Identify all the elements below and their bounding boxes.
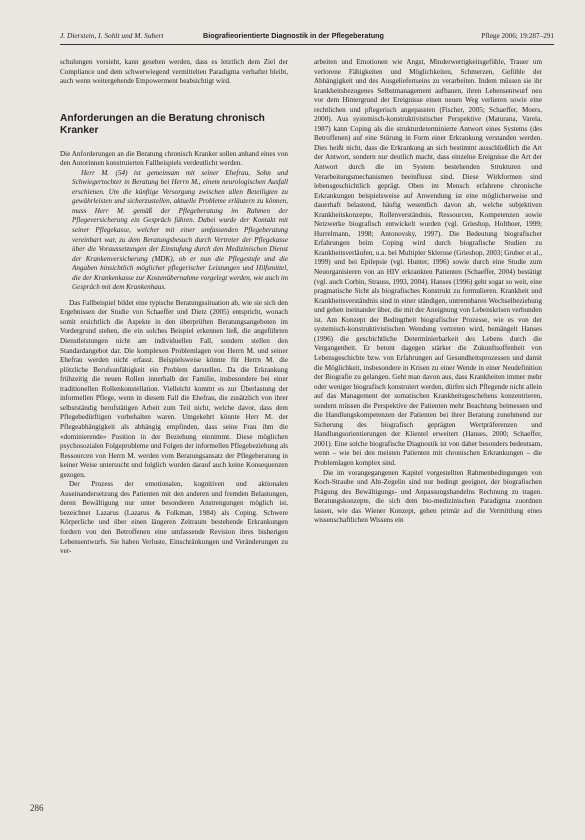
section-heading: Anforderungen an die Beratung chronisch Kranker (60, 112, 265, 136)
header-journal: Pflege 2006; 19:287–291 (481, 32, 554, 40)
paragraph: Die im vorangegangenen Kapitel vorgestellten Rahmenbedingungen von Koch-Straube und Abt-Zegelin sind nur bedingt geeignet, der biografischen Prägung des Bewältigungs- und Anpassungshandelns Rechnung zu tragen. Beratungskonzepte, die sich dem bio-medizinischen Paradigma zuordnen lassen, wie das Wiener Konzept, gehen primär auf die Vermittlung eines wissenschaftlichen Wissens ein (314, 468, 542, 525)
running-header (60, 30, 554, 45)
page-number: 286 (30, 803, 44, 813)
intro-paragraph: schulungen vorsieht, kann gesehen werden, dass es letztlich dem Ziel der Compliance und dem schwerwiegend vermittelten Paradigma verhaftet bleibt, auch wenn weitergehende Empowerment beabsichtigt wird. (60, 58, 288, 86)
left-column (60, 58, 288, 557)
right-column (314, 58, 542, 526)
paragraph: Der Prozess der emotionalen, kognitiven und aktionalen Auseinandersetzung des Patienten mit den anderen und fremden Belastungen, deren Bewältigung nur unter besonderen Anstrengungen möglich ist, bezeichnet Lazarus (Lazarus & Folkman, 1984) als Coping. Schwere Körperliche und über einen längeren Zeitraum bestehende Erkrankungen fordern von den Betroffenen eine umfassende Revision ihres bisherigen Lebensentwurfs. Sie haben Verluste, Einschränkungen und Veränderungen zu ver- (60, 480, 288, 556)
paragraph: Die Anforderungen an die Beratung chronisch Kranker sollen anhand eines von den Autorinnen konstruierten Fallbeispiels verdeutlicht werden. (60, 149, 288, 168)
paragraph: Das Fallbeispiel bildet eine typische Beratungssituation ab, wie sie sich den Ergebnissen der Studie von Schaeffer und Dietz (2005) entspricht, wonach somit ersichtlich die Aspekte in den überprüften Beratungsangeboten im Vordergrund stehen, die ein solches Beispiel erkennen ließ, die angeführten Dienstleistungen nicht am individuellen Fall, sondern stellen den Standardangebot dar. Die komplexen Problemlagen von Herrn M. und seiner Ehefrau werden nicht erfasst. Beispielsweise könnte für Herrn M. die plötzliche Berufsunfähigkeit ein Problem darstellen. Da die Erkrankung frühzeitig die neuen Rollen innerhalb der Familie, insbesondere bei einer traditionellen Rollenkonstellation. Vielleicht kommt es zur Überlastung der informellen Pflege, wenn in diesem Fall die Ehefrau, die zusätzlich von ihrer selbstständig berufstätigen Arbeit zum Teil nicht, welche davor, dass dem Pflegebedürftigen vorbehalten waren. Umgekehrt könnte Herr M. der Pflegeabhängigkeit als abhängig empfinden, dass seine Frau ihm die «dominierende» Position in der Beziehung einnimmt. Diese möglichen psychosozialen Folgeprobleme und Folgen der informellen Pflegebeziehung als Ressourcen von Herrn M. werden vom Beratungsansatz der Pflegeberatung in keiner Weise untersucht und folglich wurden darauf auch keine Konsequenzen gezogen. (60, 298, 288, 479)
paragraph: arbeiten und Emotionen wie Angst, Minderwertigkeitsgefühle, Trauer um verlorene Fähigkeiten und Möglichkeiten, Schmerzen, Gefühle der Abhängigkeit und des Ausgeliefertseins zu verarbeiten. Indem müssen sie ihr krankheitsbezogenes Selbstmanagement aufbauen, ihren Lebensentwurf neu vor dem Hintergrund der Ereignisse einen neuen Weg verlieren sowie eine rechtlichen und pflegerisch angepassten (Fischer, 2005; Schaeffer, Moers, 2000). Aus systemisch-konstruktivistischer Perspektive (Maturana, Varela, 1987) kann Coping als die strukturdeterminierte Antwort eines Systems (des Betroffenen) auf eine Störung in Form einer Erkrankung verstanden werden. Dies heißt nicht, dass die Erkrankung an sich bestimmt ausschließlich die Art der Antwort, sondern nur deutlich macht, dass einzelne Ereignisse die Art der Antwort durch die im System bestehenden Strukturen und Verarbeitungsmechanismen beeinflusst sind. Diese Wirkformen sind lebensgeschichtlich geprägt. Oben im Mensch erfahrene chronische Erkrankungen beispielsweise auf Anwendung ist eine möglicherweise und dauerhaft belastend, häufig wesentlich davon ab, welche subjektiven Krankheitskonzepte, Rollenverständnis, Ressourcen, Kompetenzen sowie Netzwerke biografisch entwickelt wurden (vgl. Grieshop, Holthoer, 1999; Hurrelmann, 1998; Antonovsky, 1997). Die Bedeutung biografischer Erfahrungen beim Coping wird durch biografische Studien zu Krankheitsverläufen, u.a. bei Multipler Sklerose (Grieshop, 2003; Gruber et al., 1999) und bei Epilepsie (vgl. Hunter, 1996) sowie durch eine Studie zum Neuorganisieren von an HIV erkrankten Patienten (Schaeffer, 2004) bestätigt (vgl. auch Corbin, Strauss, 1993, 2004). Hanses (1996) geht sogar so weit, eine pragmatische Sicht als biografisches Konstrukt zu formulieren. Krankheit und Krankheitsverständnis sind in einer ständigen, untrennbaren Wechselbeziehung und gehen ineinander über, die mit der Aneignung von Lebenskrisen verbunden ist. Am Konzept der Bedingtheit biografischer Prozesse, wie es von der systemisch-konstruktivistischen Wendung vertreten wird, bemängelt Hanses (1996) die geschichtliche Determinierbarkeit des Lebens durch die Vergangenheit. Er betont dagegen stärker die Zukunftsoffenheit von Lebensgeschichte bzw. von Erfahrungen auf Gesundheitsprozessen und damit die Möglichkeit, insbesondere in Krisen zu einer Wende in einer Neudefinition der Biografie zu gelangen. Geht man davon aus, dass Krankheiten immer mehr oder weniger biografisch konstruiert werden, dürfen sich Pflegende nicht allein auf das Management der somatischen Krankheitsgeschehens konzentrieren, sondern müssen die Perspektive der Patienten mehr Beachtung beimessen und die Handlungskompetenzen der Patienten bei ihrer Beratung zunehmend zur Sicherung des biografisch geprägten Wertpräferenzen und Handlungsorientierungen der Klientel erweitert (Hanses, 2000; Schaeffer, 2001). Eine solche biografische Diagnostik ist von daher besonders bedeutsam, wenn – wie bei den meisten Patienten mit chronischen Erkrankungen – die Problemlagen komplex sind. (314, 58, 542, 467)
header-authors: J. Dierstein, I. Sohlt und M. Subert (60, 31, 164, 40)
header-title: Biografieorientierte Diagnostik in der Pflegeberatung (203, 31, 384, 40)
case-example: Herr M. (54) ist gemeinsam mit seiner Ehefrau, Sohn und Schwiegertochter in Beratung bei Herrn M., einem neurologischen Ausfall erschienen. Um die künftige Versorgung zwischen allen Beteiligten zu gewährleisten und sicherzustellen, aktuelle Probleme erläutern zu können, muss Herr M. gemäß der Pflegeberatung im Rahmen der Pflegeversicherung ein Gespräch führen. Dabei wurde der Kontakt mit seiner Pflegekasse, welcher mit einer umfassenden Pflegeberatung vereinbart war, zu dem Beratungsbesuch durch Vertreter der Pflegekasse über die Voraussetzungen der Einstufung durch den Medizinischen Dienst der Krankenversicherung (MDK), ob er nun die Pflegestufe und die Angaben hinsichtlich möglicher pflegerischer Leistungen und Hilfsmittel, die der Krankenkasse zur Kostenübernahme vorgelegt werden, wie auch im Gespräch mit dem Krankenhaus. (72, 168, 288, 292)
